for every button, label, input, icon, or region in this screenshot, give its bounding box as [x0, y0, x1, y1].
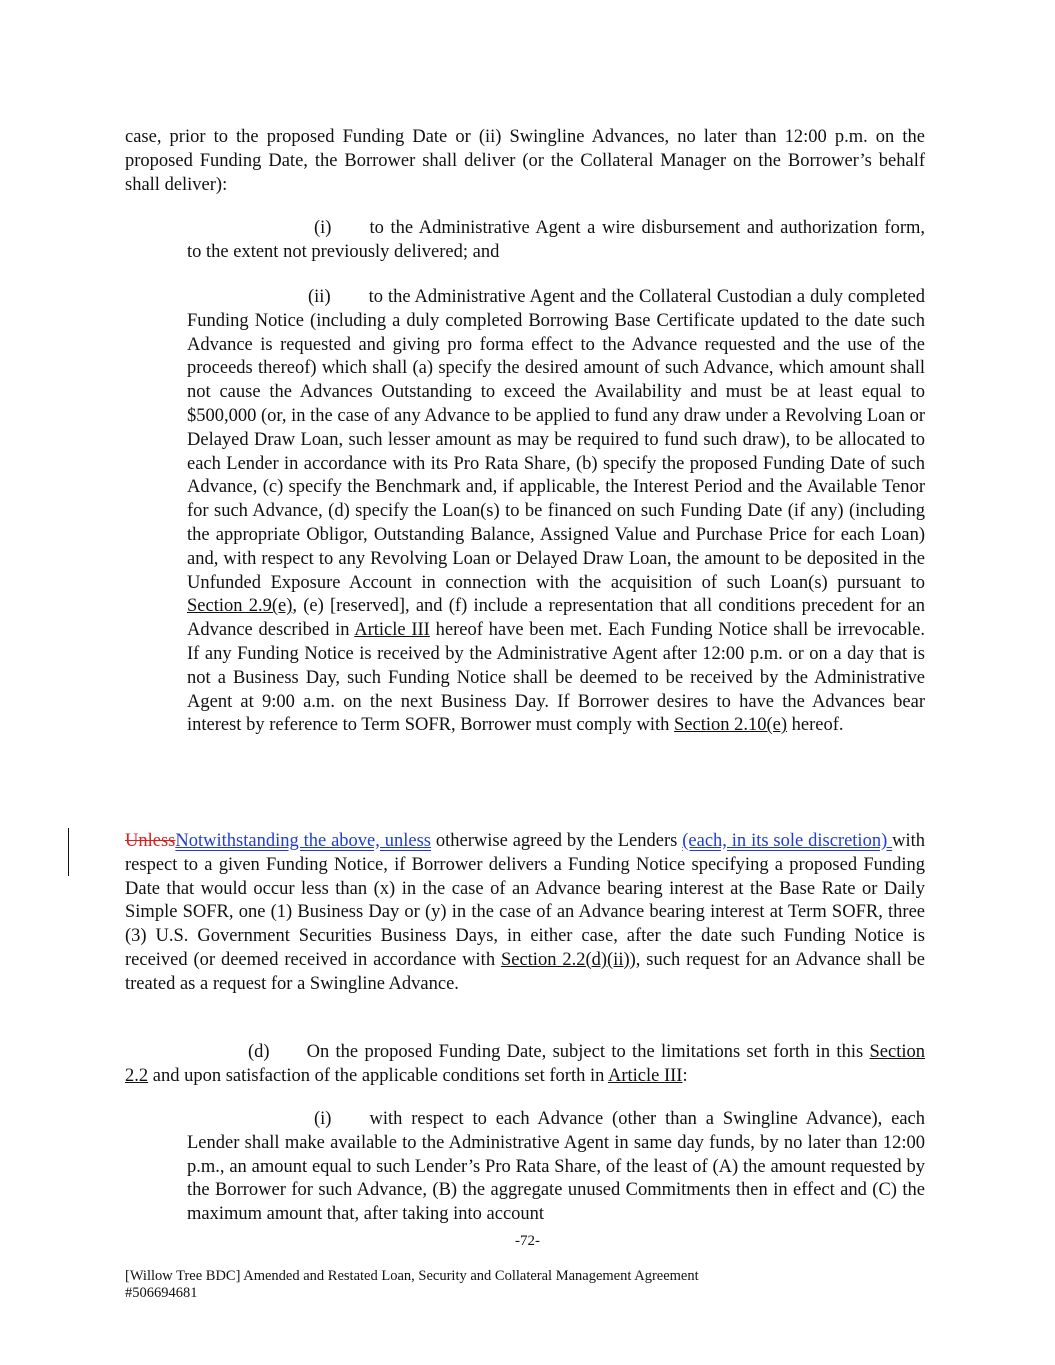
cross-reference-link[interactable]: Article III [354, 620, 430, 641]
revision-change-bar [68, 828, 69, 876]
list-item-ii-text: hereof have been met. Each Funding Notice shall be irrevocable. If any Funding Notice is received by the Administrative Agent after 12:00 p.m. or on a day that is not a Business Day, such Funding Notice shall be deemed to be received by the Administrative Agent at 9:00 a.m. on the next Business Day. If Borrower desires to have the Advances bear interest by reference to Term SOFR, Borrower must comply with [187, 620, 925, 736]
inserted-text: (each, in its sole discretion) [682, 831, 893, 851]
list-item-d-i [187, 1108, 925, 1227]
list-item-i [187, 217, 925, 265]
paragraph-text: ), such request for an Advance shall be treated as a request for a Swingline Advance. [125, 949, 926, 994]
document-footer [125, 1268, 925, 1302]
page-number: -72- [515, 1233, 540, 1249]
cross-reference-link[interactable]: Section 2.2(d)(ii) [500, 949, 630, 970]
paragraph-text: with respect to a given Funding Notice, if Borrower delivers a Funding Notice specifying a proposed Funding Date that would occur less than (x) in the case of an Advance bearing interest at the Base Rate or Daily Simple SOFR, one (1) Business Day or (y) in the case of an Advance bearing interest at Term SOFR, three (3) U.S. Government Securities Business Days, in either case, after the date such Funding Notice is received (or deemed received in accordance with [125, 831, 926, 970]
list-item-i-label: (i) [314, 218, 332, 238]
paragraph-d-label: (d) [248, 1042, 270, 1062]
list-item-ii [187, 286, 925, 738]
paragraph-text: On the proposed Funding Date, subject to the limitations set forth in this [306, 1042, 870, 1062]
cross-reference-link[interactable]: Section 2.10(e) [673, 715, 788, 736]
paragraph-text: otherwise agreed by the Lenders [431, 831, 683, 851]
paragraph-swingline [125, 830, 925, 997]
list-item-d-i-label: (i) [314, 1109, 332, 1129]
cross-reference-link[interactable]: Section 2.9(e) [187, 596, 293, 617]
deleted-text: Unless [125, 831, 176, 851]
paragraph-text: : [682, 1065, 688, 1086]
footer-document-id: #506694681 [125, 1285, 198, 1301]
list-item-ii-text: hereof. [787, 715, 844, 736]
inserted-text: Notwithstanding the above, unless [175, 831, 432, 851]
paragraph-intro-text: case, prior to the proposed Funding Date or (ii) Swingline Advances, no later than 12:00 p.m. on the proposed Funding Date, the Borrower shall deliver (or the Collateral Manager on the Borrower’s behalf shall deliver): [125, 127, 925, 195]
footer-title: [Willow Tree BDC] Amended and Restated Loan, Security and Collateral Management Agreement [125, 1268, 699, 1284]
paragraph-text: and upon satisfaction of the applicable conditions set forth in [148, 1065, 608, 1086]
list-item-i-text: to the Administrative Agent a wire disbursement and authorization form, to the extent not previously delivered; and [187, 218, 925, 262]
paragraph-d [125, 1041, 925, 1089]
list-item-ii-label: (ii) [308, 287, 331, 307]
cross-reference-link[interactable]: Article III [607, 1065, 683, 1086]
paragraph-intro [125, 126, 925, 197]
cross-reference-link[interactable]: Section 2.2 [125, 1042, 925, 1086]
list-item-ii-text: to the Administrative Agent and the Collateral Custodian a duly completed Funding Notice (including a duly completed Borrowing Base Certificate updated to the date such Advance is requested and giving pro forma effect to the Advance requested and the use of the proceeds thereof) which shall (a) specify the desired amount of such Advance, which amount shall not cause the Advances Outstanding to exceed the Availability and must be at least equal to $500,000 (or, in the case of any Advance to be applied to fund any draw under a Revolving Loan or Delayed Draw Loan, such lesser amount as may be required to fund such draw), to be allocated to each Lender in accordance with its Pro Rata Share, (b) specify the proposed Funding Date of such Advance, (c) specify the Benchmark and, if applicable, the Interest Period and the Available Tenor for such Advance, (d) specify the Loan(s) to be financed on such Funding Date (if any) (including the appropriate Obligor, Outstanding Balance, Assigned Value and Purchase Price for each Loan) and, with respect to any Revolving Loan or Delayed Draw Loan, the amount to be deposited in the Unfunded Exposure Account in connection with the acquisition of such Loan(s) pursuant to [187, 287, 925, 593]
list-item-d-i-text: with respect to each Advance (other than a Swingline Advance), each Lender shall make available to the Administrative Agent in same day funds, by no later than 12:00 p.m., an amount equal to such Lender’s Pro Rata Share, of the least of (A) the amount requested by the Borrower for such Advance, (B) the aggregate unused Commitments then in effect and (C) the maximum amount that, after taking into account [187, 1109, 925, 1225]
list-item-ii-text: , (e) [reserved], and (f) include a representation that all conditions precedent for an Advance described in [187, 596, 926, 641]
